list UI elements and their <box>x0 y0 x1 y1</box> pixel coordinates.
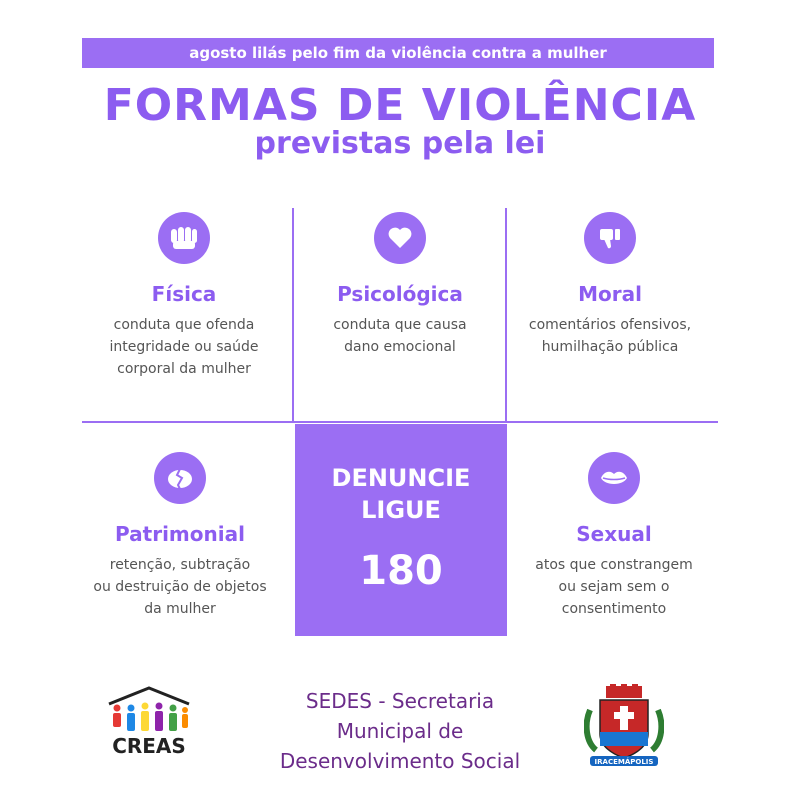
people-figures <box>113 703 188 732</box>
report-box <box>295 424 507 636</box>
fist-icon <box>158 212 210 264</box>
footer-organization: SEDES - Secretaria Municipal de Desenvolvimento Social <box>279 689 521 773</box>
form-psicologica <box>294 212 506 358</box>
call-label: LIGUE <box>361 496 441 524</box>
heart-icon <box>374 212 426 264</box>
form-title: Sexual <box>576 522 652 546</box>
form-moral <box>504 212 716 358</box>
form-title: Moral <box>578 282 642 306</box>
form-description: comentários ofensivos, humilhação pública <box>528 317 692 355</box>
form-sexual <box>508 452 720 620</box>
form-title: Patrimonial <box>115 522 245 546</box>
form-description: conduta que causa dano emocional <box>333 317 467 355</box>
form-title: Psicológica <box>337 282 463 306</box>
form-fisica <box>78 212 290 380</box>
thumbs-down-icon <box>584 212 636 264</box>
divider-horizontal <box>82 421 718 423</box>
form-description: retenção, subtração ou destruição de objetos da mulher <box>93 557 267 617</box>
creas-label: CREAS <box>112 734 186 758</box>
svg-text:IRACEMÁPOLIS: IRACEMÁPOLIS <box>594 758 654 766</box>
form-description: conduta que ofenda integridade ou saúde corporal da mulher <box>109 317 259 377</box>
top-banner: agosto lilás pelo fim da violência contra a mulher <box>82 38 714 68</box>
form-patrimonial <box>74 452 286 620</box>
lips-icon <box>588 452 640 504</box>
broken-piggy-bank-icon <box>154 452 206 504</box>
page-subtitle: previstas pela lei <box>254 126 546 161</box>
municipal-crest-icon <box>584 684 664 774</box>
form-description: atos que constrangem ou sejam sem o consentimento <box>535 557 693 617</box>
report-label: DENUNCIE <box>331 464 471 492</box>
hotline-number[interactable]: 180 <box>359 548 443 594</box>
form-title: Física <box>151 282 217 306</box>
page-title: FORMAS DE VIOLÊNCIA <box>103 80 697 131</box>
